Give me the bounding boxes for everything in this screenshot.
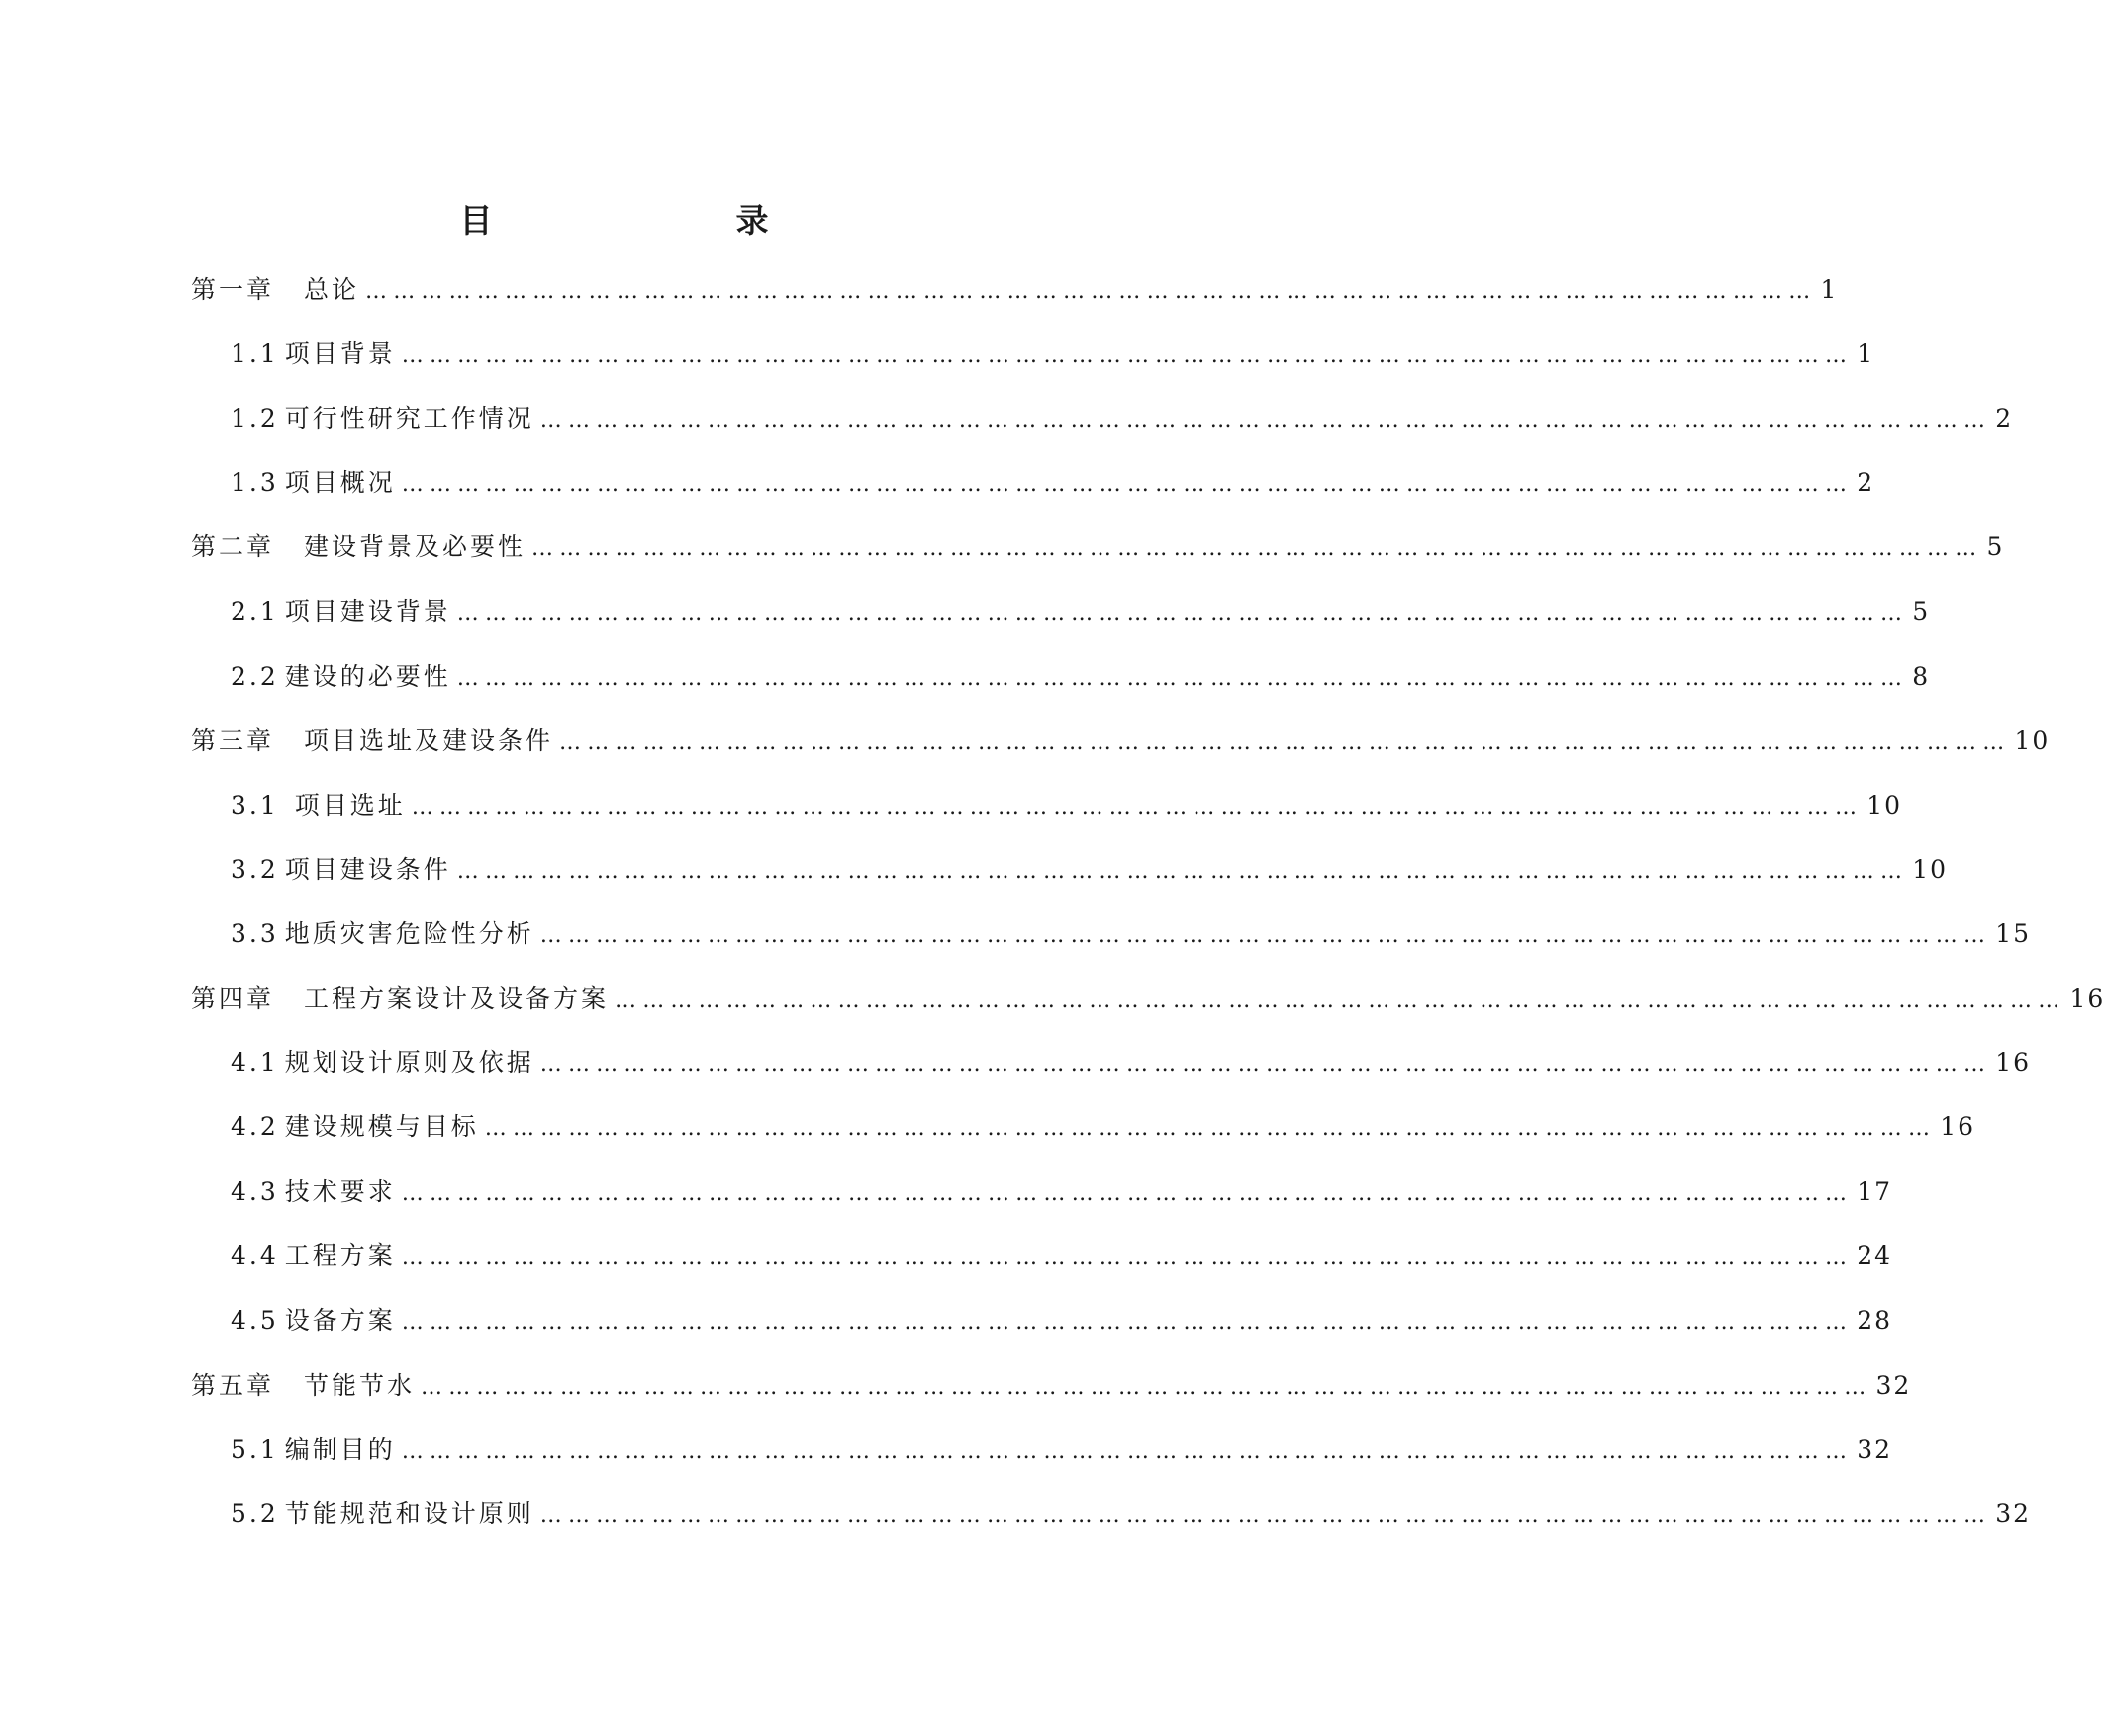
- toc-page-number: 17: [1857, 1177, 1892, 1206]
- toc-chapter-entry[interactable]: [191, 1370, 1912, 1435]
- toc-list: [191, 275, 2105, 1564]
- toc-page-number: 16: [1995, 1048, 2031, 1078]
- toc-entry-title: 项目建设条件: [284, 854, 451, 884]
- toc-section-entry[interactable]: [191, 854, 1948, 919]
- toc-entry-title: 工程方案设计及设备方案: [304, 984, 610, 1013]
- toc-section-entry[interactable]: [191, 1434, 1892, 1499]
- toc-dot-leader: …………………………………………………………………………………………………………………………………………: [456, 601, 1909, 627]
- toc-chapter-entry[interactable]: [191, 984, 2105, 1048]
- toc-page-number: 10: [2014, 725, 2051, 755]
- toc-entry-number: 4.4: [231, 1241, 279, 1271]
- toc-entry-number: 4.5: [231, 1305, 279, 1335]
- toc-dot-leader: …………………………………………………………………………………………………………………………………………: [401, 343, 1854, 369]
- toc-section-entry[interactable]: [191, 1048, 2031, 1112]
- toc-section-entry[interactable]: [191, 1305, 1892, 1371]
- toc-entry-title: 工程方案: [284, 1241, 396, 1271]
- toc-entry-number: 4.3: [231, 1177, 279, 1206]
- toc-page-number: 2: [1995, 404, 2014, 434]
- toc-entry-number: 4.1: [231, 1048, 279, 1078]
- toc-section-entry[interactable]: [191, 1177, 1892, 1241]
- toc-entry-title: 项目选址: [294, 790, 406, 820]
- toc-page-number: 2: [1857, 468, 1875, 498]
- toc-page-number: 8: [1912, 661, 1931, 691]
- toc-page-number: 16: [1940, 1112, 1975, 1142]
- toc-dot-leader: …………………………………………………………………………………………………………………………………………: [401, 1181, 1854, 1206]
- toc-dot-leader: …………………………………………………………………………………………………………………………………………: [539, 408, 1992, 434]
- toc-entry-number: 1.3: [231, 468, 279, 498]
- toc-entry-number: 1.2: [231, 404, 279, 434]
- toc-dot-leader: …………………………………………………………………………………………………………………………………………: [615, 988, 2066, 1013]
- toc-entry-title: 建设背景及必要性: [304, 532, 526, 562]
- toc-entry-title: 建设规模与目标: [284, 1112, 479, 1142]
- toc-entry-title: 项目背景: [284, 339, 396, 369]
- toc-dot-leader: …………………………………………………………………………………………………………………………………………: [539, 1502, 1992, 1528]
- toc-dot-leader: …………………………………………………………………………………………………………………………………………: [484, 1116, 1937, 1142]
- toc-page-number: 24: [1857, 1241, 1892, 1271]
- toc-entry-title: 建设的必要性: [284, 661, 451, 691]
- toc-entry-title: 地质灾害危险性分析: [284, 918, 534, 948]
- toc-entry-number: 第二章: [191, 532, 275, 562]
- toc-page-number: 32: [1995, 1498, 2031, 1528]
- toc-entry-number: 第三章: [191, 725, 275, 755]
- toc-entry-title: 设备方案: [284, 1305, 396, 1335]
- toc-entry-number: 第一章: [191, 275, 275, 304]
- toc-page-number: 16: [2069, 984, 2105, 1013]
- toc-dot-leader: …………………………………………………………………………………………………………………………………………: [539, 1052, 1992, 1078]
- toc-entry-number: 第五章: [191, 1370, 275, 1399]
- toc-dot-leader: …………………………………………………………………………………………………………………………………………: [531, 536, 1983, 562]
- toc-page-number: 5: [1986, 532, 2005, 562]
- toc-dot-leader: …………………………………………………………………………………………………………………………………………: [456, 858, 1909, 884]
- toc-dot-leader: …………………………………………………………………………………………………………………………………………: [401, 1309, 1854, 1335]
- toc-dot-leader: …………………………………………………………………………………………………………………………………………: [456, 665, 1909, 691]
- toc-section-entry[interactable]: [191, 1112, 1975, 1177]
- toc-entry-number: 第四章: [191, 984, 275, 1013]
- toc-chapter-entry[interactable]: [191, 275, 1839, 339]
- toc-entry-number: 3.3: [231, 918, 279, 948]
- toc-section-entry[interactable]: [191, 1241, 1892, 1305]
- toc-section-entry[interactable]: [191, 918, 2031, 984]
- toc-dot-leader: …………………………………………………………………………………………………………………………………………: [421, 1374, 1872, 1399]
- toc-page-number: 1: [1820, 275, 1839, 304]
- toc-page-number: 1: [1857, 339, 1875, 369]
- toc-entry-title: 节能节水: [304, 1370, 416, 1399]
- toc-entry-title: 节能规范和设计原则: [284, 1498, 534, 1528]
- toc-entry-number: 5.1: [231, 1434, 279, 1464]
- toc-dot-leader: …………………………………………………………………………………………………………………………………………: [365, 279, 1817, 304]
- toc-chapter-entry[interactable]: [191, 725, 2051, 791]
- toc-section-entry[interactable]: [191, 468, 1875, 532]
- toc-entry-title: 技术要求: [284, 1177, 396, 1206]
- toc-chapter-entry[interactable]: [191, 532, 2005, 597]
- toc-entry-title: 总论: [304, 275, 360, 304]
- toc-section-entry[interactable]: [191, 661, 1931, 726]
- toc-dot-leader: …………………………………………………………………………………………………………………………………………: [401, 1245, 1854, 1271]
- toc-page-number: 5: [1912, 597, 1931, 627]
- toc-dot-leader: …………………………………………………………………………………………………………………………………………: [559, 729, 2011, 755]
- toc-title: 目 录: [459, 201, 828, 240]
- toc-entry-number: 1.1: [231, 339, 279, 369]
- toc-dot-leader: …………………………………………………………………………………………………………………………………………: [411, 794, 1864, 820]
- toc-entry-title: 规划设计原则及依据: [284, 1048, 534, 1078]
- toc-dot-leader: …………………………………………………………………………………………………………………………………………: [401, 1438, 1854, 1464]
- toc-entry-number: 4.2: [231, 1112, 279, 1142]
- toc-entry-title: 项目概况: [284, 468, 396, 498]
- toc-section-entry[interactable]: [191, 790, 1902, 855]
- toc-page-number: 15: [1995, 918, 2031, 948]
- toc-page-number: 32: [1875, 1370, 1912, 1399]
- toc-section-entry[interactable]: [191, 1498, 2031, 1564]
- toc-entry-title: 项目建设背景: [284, 597, 451, 627]
- toc-page-number: 10: [1912, 854, 1948, 884]
- toc-section-entry[interactable]: [191, 597, 1931, 661]
- toc-page-number: 10: [1866, 790, 1902, 820]
- toc-entry-number: 2.2: [231, 661, 279, 691]
- toc-entry-title: 项目选址及建设条件: [304, 725, 554, 755]
- toc-entry-number: 3.2: [231, 854, 279, 884]
- toc-entry-number: 3.1: [231, 790, 279, 820]
- toc-section-entry[interactable]: [191, 339, 1875, 404]
- toc-entry-number: 2.1: [231, 597, 279, 627]
- toc-entry-title: 编制目的: [284, 1434, 396, 1464]
- toc-dot-leader: …………………………………………………………………………………………………………………………………………: [401, 472, 1854, 498]
- toc-section-entry[interactable]: [191, 404, 2014, 468]
- toc-dot-leader: …………………………………………………………………………………………………………………………………………: [539, 922, 1992, 948]
- toc-entry-title: 可行性研究工作情况: [284, 404, 534, 434]
- toc-page-number: 28: [1857, 1305, 1892, 1335]
- toc-entry-number: 5.2: [231, 1498, 279, 1528]
- toc-page-number: 32: [1857, 1434, 1892, 1464]
